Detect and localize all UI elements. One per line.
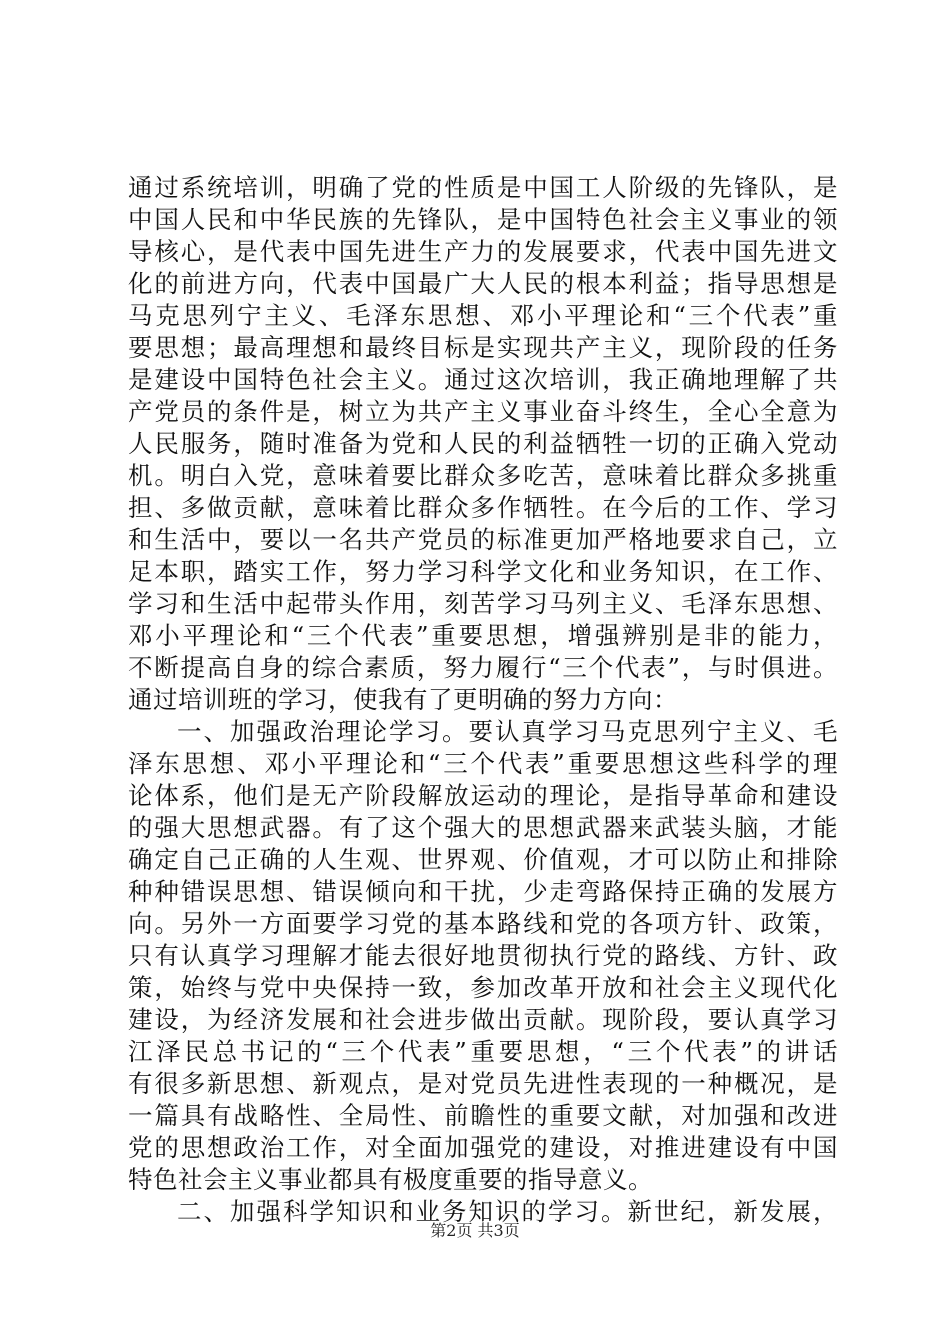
text-line: 导核心，是代表中国先进生产力的发展要求，代表中国先进文 [128, 237, 838, 266]
text-line: 和生活中，要以一名共产党员的标准更加严格地要求自己，立 [128, 525, 838, 554]
text-line: 确定自己正确的人生观、世界观、价值观，才可以防止和排除 [128, 845, 838, 874]
text-line: 有很多新思想、新观点，是对党员先进性表现的一种概况，是 [128, 1069, 838, 1098]
text-line: 学习和生活中起带头作用，刻苦学习马列主义、毛泽东思想、 [128, 589, 838, 618]
text-line: 通过培训班的学习，使我有了更明确的努力方向： [128, 685, 678, 714]
text-line: 泽东思想、邓小平理论和“三个代表”重要思想这些科学的理 [128, 749, 838, 778]
text-line: 要思想；最高理想和最终目标是实现共产主义，现阶段的任务 [128, 333, 838, 362]
text-line: 建设，为经济发展和社会进步做出贡献。现阶段，要认真学习 [128, 1005, 838, 1034]
text-line: 不断提高自身的综合素质，努力履行“三个代表”，与时俱进。 [128, 653, 838, 682]
text-line: 论体系，他们是无产阶段解放运动的理论，是指导革命和建设 [128, 781, 838, 810]
page-footer: 第2页 共3页 [430, 1221, 520, 1240]
text-line: 江泽民总书记的“三个代表”重要思想，“三个代表”的讲话 [128, 1037, 838, 1066]
body-text [128, 172, 838, 1228]
text-line: 一篇具有战略性、全局性、前瞻性的重要文献，对加强和改进 [128, 1101, 838, 1130]
text-line: 的强大思想武器。有了这个强大的思想武器来武装头脑，才能 [128, 813, 838, 842]
text-line: 通过系统培训，明确了党的性质是中国工人阶级的先锋队，是 [128, 173, 838, 202]
text-line: 机。明白入党，意味着要比群众多吃苦，意味着比群众多挑重 [128, 461, 838, 490]
text-line: 中国人民和中华民族的先锋队，是中国特色社会主义事业的领 [128, 205, 838, 234]
text-line: 化的前进方向，代表中国最广大人民的根本利益；指导思想是 [128, 269, 838, 298]
text-line: 只有认真学习理解才能去很好地贯彻执行党的路线、方针、政 [128, 941, 838, 970]
text-line: 种种错误思想、错误倾向和干扰，少走弯路保持正确的发展方 [128, 877, 838, 906]
text-line: 是建设中国特色社会主义。通过这次培训，我正确地理解了共 [128, 365, 838, 394]
text-line: 人民服务，随时准备为党和人民的利益牺牲一切的正确入党动 [128, 429, 838, 458]
text-line: 党的思想政治工作，对全面加强党的建设，对推进建设有中国 [128, 1133, 838, 1162]
text-line: 邓小平理论和“三个代表”重要思想，增强辨别是非的能力， [128, 621, 838, 650]
text-line: 担、多做贡献，意味着比群众多作牺牲。在今后的工作、学习 [128, 493, 838, 522]
paragraph-first-line: 二、加强科学知识和业务知识的学习。新世纪，新发展， [177, 1197, 838, 1226]
paragraph-first-line: 一、加强政治理论学习。要认真学习马克思列宁主义、毛 [177, 717, 838, 746]
text-line: 向。另外一方面要学习党的基本路线和党的各项方针、政策， [128, 909, 838, 938]
text-line: 特色社会主义事业都具有极度重要的指导意义。 [128, 1165, 653, 1194]
text-line: 足本职，踏实工作，努力学习科学文化和业务知识，在工作、 [128, 557, 838, 586]
text-line: 策，始终与党中央保持一致，参加改革开放和社会主义现代化 [128, 973, 838, 1002]
text-line: 产党员的条件是，树立为共产主义事业奋斗终生，全心全意为 [128, 397, 838, 426]
text-line: 马克思列宁主义、毛泽东思想、邓小平理论和“三个代表”重 [128, 301, 838, 330]
